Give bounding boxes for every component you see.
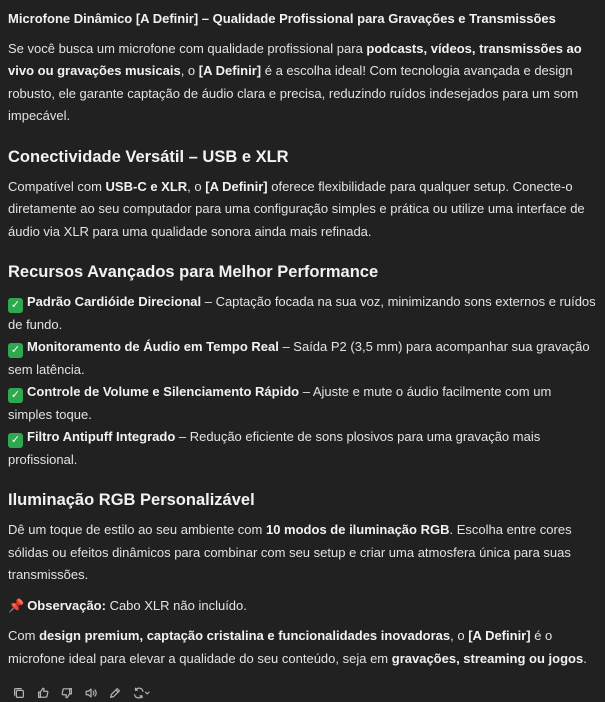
thumbs-down-button[interactable]: [58, 684, 76, 702]
pushpin-icon: 📌: [8, 597, 25, 613]
section-heading-features: Recursos Avançados para Melhor Performance: [8, 263, 379, 281]
edit-button[interactable]: [106, 684, 124, 702]
message-title: Microfone Dinâmico [A Definir] – Qualidade Profissional para Gravações e Transmissões: [8, 11, 556, 26]
check-icon: ✓: [8, 433, 23, 448]
section-heading-rgb: Iluminação RGB Personalizável: [8, 491, 255, 509]
list-item: ✓ Filtro Antipuff Integrado – Redução eficiente de sons plosivos para uma gravação mais profissional.: [8, 429, 541, 467]
list-item: ✓ Padrão Cardióide Direcional – Captação focada na sua voz, minimizando sons externos e ruídos de fundo.: [8, 294, 596, 332]
list-item: ✓ Monitoramento de Áudio em Tempo Real – Saída P2 (3,5 mm) para acompanhar sua gravação sem latência.: [8, 339, 590, 377]
rgb-paragraph: Dê um toque de estilo ao seu ambiente com 10 modos de iluminação RGB. Escolha entre cores sólidas ou efeitos dinâmicos para combinar com seu setup e criar uma atmosfera única para suas transmissões.: [8, 522, 572, 582]
copy-button[interactable]: [10, 684, 28, 702]
message-actions: [8, 684, 597, 702]
check-icon: ✓: [8, 343, 23, 358]
check-icon: ✓: [8, 388, 23, 403]
intro-paragraph: Se você busca um microfone com qualidade profissional para podcasts, vídeos, transmissões ao vivo ou gravações musicais, o [A Definir] é a escolha ideal! Com tecnologia avançada e design robusto, ele garante captação de áudio clara e precisa, reduzindo ruídos indesejados para um som impecável.: [8, 40, 582, 123]
list-item: ✓ Controle de Volume e Silenciamento Rápido – Ajuste e mute o áudio facilmente com um simples toque.: [8, 384, 552, 422]
thumbs-up-button[interactable]: [34, 684, 52, 702]
check-icon: ✓: [8, 298, 23, 313]
note-paragraph: 📌 Observação: Cabo XLR não incluído.: [8, 595, 597, 618]
read-aloud-button[interactable]: [82, 684, 100, 702]
closing-paragraph: Com design premium, captação cristalina e funcionalidades inovadoras, o [A Definir] é o microfone ideal para elevar a qualidade do seu conteúdo, seja em gravações, streaming ou jogos.: [8, 628, 587, 666]
connectivity-paragraph: Compatível com USB-C e XLR, o [A Definir] oferece flexibilidade para qualquer setup. Conecte-o diretamente ao seu computador para uma configuração simples e prática ou utilize uma interface de áudio via XLR para uma qualidade sonora ainda mais refinada.: [8, 178, 585, 239]
regenerate-button[interactable]: [130, 684, 154, 702]
section-heading-connectivity: Conectividade Versátil – USB e XLR: [8, 147, 289, 166]
